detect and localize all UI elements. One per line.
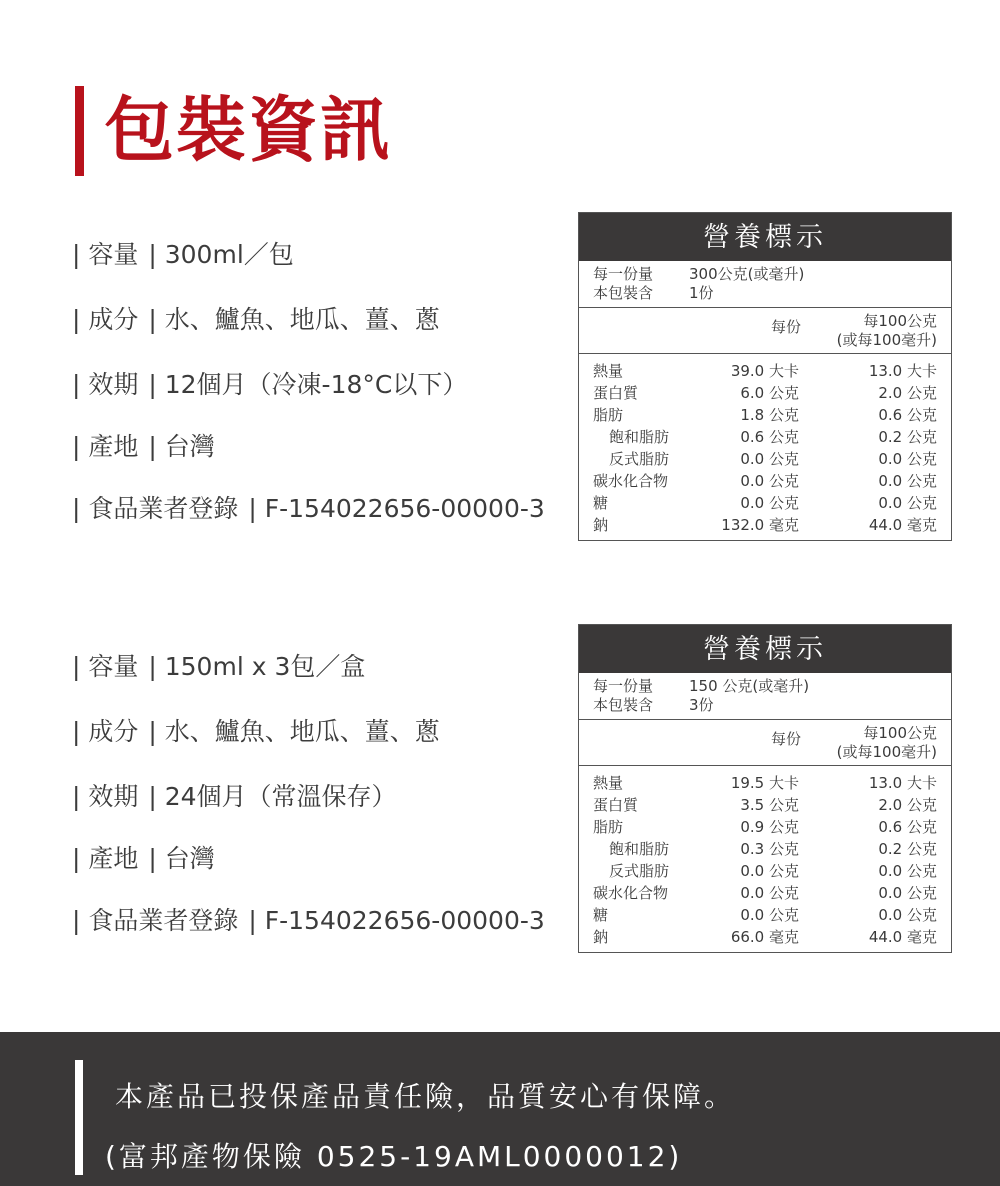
info-value: 150ml x 3包／盒 bbox=[164, 652, 366, 681]
nutrient-per-100: 0.2 公克 bbox=[878, 840, 937, 858]
info-capacity-2 bbox=[72, 650, 365, 684]
nutrient-per-100: 13.0 大卡 bbox=[868, 774, 937, 792]
separator: | bbox=[248, 906, 257, 935]
nutrient-per-serving: 0.3 公克 bbox=[740, 840, 799, 858]
separator: | bbox=[72, 717, 81, 746]
nutrient-per-100: 0.6 公克 bbox=[878, 406, 937, 424]
info-label: 食品業者登錄 bbox=[88, 494, 239, 523]
insurance-policy-number: (富邦產物保險 0525-19AML0000012) bbox=[105, 1140, 683, 1173]
nutrient-row bbox=[579, 838, 951, 860]
nutrient-row bbox=[579, 470, 951, 492]
nutrient-per-serving: 0.9 公克 bbox=[740, 818, 799, 836]
nutrient-row bbox=[579, 382, 951, 404]
nutrient-row bbox=[579, 404, 951, 426]
nutrient-per-serving: 132.0 毫克 bbox=[721, 516, 799, 534]
info-value: 12個月（冷凍-18°C以下） bbox=[164, 370, 468, 399]
nutrient-name: 碳水化合物 bbox=[593, 884, 669, 902]
col-per-serving: 每份 bbox=[770, 318, 801, 336]
info-registration-1 bbox=[72, 492, 545, 526]
serving-size-label: 每一份量 bbox=[593, 677, 654, 695]
nutrient-per-100: 0.0 公克 bbox=[878, 862, 937, 880]
nutrient-per-100: 44.0 毫克 bbox=[868, 516, 937, 534]
servings-label: 本包裝含 bbox=[593, 696, 654, 714]
serving-size-value: 150 公克(或毫升) bbox=[689, 677, 810, 695]
nutrient-name: 鈉 bbox=[593, 928, 609, 946]
info-label: 成分 bbox=[88, 305, 139, 334]
info-capacity-1 bbox=[72, 238, 294, 272]
nutrient-row bbox=[579, 772, 951, 794]
info-value: 台灣 bbox=[164, 844, 215, 873]
nutrient-name: 脂肪 bbox=[593, 406, 624, 424]
nutrition-table-1 bbox=[578, 212, 952, 541]
col-per-100-alt: (或每100毫升) bbox=[836, 331, 937, 349]
nutrient-per-100: 0.0 公克 bbox=[878, 884, 937, 902]
column-headers bbox=[579, 308, 951, 354]
separator: | bbox=[72, 782, 81, 811]
nutrition-table-2 bbox=[578, 624, 952, 953]
nutrient-name: 飽和脂肪 bbox=[609, 428, 670, 446]
nutrient-per-serving: 0.0 公克 bbox=[740, 862, 799, 880]
serving-size-label: 每一份量 bbox=[593, 265, 654, 283]
nutrient-rows bbox=[579, 766, 951, 952]
nutrient-per-serving: 1.8 公克 bbox=[740, 406, 799, 424]
nutrient-per-serving: 0.0 公克 bbox=[740, 884, 799, 902]
nutrient-per-serving: 0.0 公克 bbox=[740, 906, 799, 924]
nutrient-per-100: 44.0 毫克 bbox=[868, 928, 937, 946]
nutrient-name: 鈉 bbox=[593, 516, 609, 534]
info-label: 食品業者登錄 bbox=[88, 906, 239, 935]
separator: | bbox=[72, 494, 81, 523]
nutrient-per-serving: 39.0 大卡 bbox=[730, 362, 799, 380]
nutrient-name: 反式脂肪 bbox=[609, 450, 670, 468]
nutrient-per-serving: 0.0 公克 bbox=[740, 494, 799, 512]
nutrient-per-100: 0.0 公克 bbox=[878, 450, 937, 468]
separator: | bbox=[72, 305, 81, 334]
nutrient-per-serving: 0.0 公克 bbox=[740, 450, 799, 468]
page-title: 包裝資訊 bbox=[104, 89, 392, 171]
info-value: 台灣 bbox=[164, 432, 215, 461]
footer-accent-bar bbox=[75, 1060, 83, 1175]
nutrient-per-100: 0.6 公克 bbox=[878, 818, 937, 836]
info-ingredients-2 bbox=[72, 715, 440, 749]
nutrient-row bbox=[579, 492, 951, 514]
nutrient-per-100: 0.0 公克 bbox=[878, 494, 937, 512]
nutrient-row bbox=[579, 904, 951, 926]
servings-label: 本包裝含 bbox=[593, 284, 654, 302]
info-label: 產地 bbox=[88, 844, 139, 873]
info-label: 效期 bbox=[88, 782, 139, 811]
nutrient-row bbox=[579, 360, 951, 382]
nutrient-row bbox=[579, 426, 951, 448]
col-per-100: 每100公克 bbox=[863, 724, 937, 742]
info-value: F-154022656-00000-3 bbox=[264, 494, 545, 523]
separator: | bbox=[72, 370, 81, 399]
separator: | bbox=[248, 494, 257, 523]
nutrient-per-serving: 3.5 公克 bbox=[740, 796, 799, 814]
info-value: 水、鱸魚、地瓜、薑、蔥 bbox=[164, 305, 440, 334]
nutrient-name: 熱量 bbox=[593, 774, 624, 792]
nutrient-per-serving: 0.0 公克 bbox=[740, 472, 799, 490]
nutrient-row bbox=[579, 882, 951, 904]
nutrient-name: 熱量 bbox=[593, 362, 624, 380]
serving-info bbox=[579, 673, 951, 720]
nutrient-per-100: 0.0 公克 bbox=[878, 906, 937, 924]
info-value: 水、鱸魚、地瓜、薑、蔥 bbox=[164, 717, 440, 746]
separator: | bbox=[72, 844, 81, 873]
nutrient-row bbox=[579, 816, 951, 838]
separator: | bbox=[148, 370, 157, 399]
nutrient-per-100: 2.0 公克 bbox=[878, 796, 937, 814]
separator: | bbox=[148, 652, 157, 681]
title-accent-bar bbox=[75, 86, 84, 176]
separator: | bbox=[148, 240, 157, 269]
nutrient-row bbox=[579, 448, 951, 470]
servings-value: 3份 bbox=[689, 696, 714, 714]
separator: | bbox=[148, 717, 157, 746]
nutrient-name: 反式脂肪 bbox=[609, 862, 670, 880]
info-value: 300ml／包 bbox=[164, 240, 294, 269]
info-value: F-154022656-00000-3 bbox=[264, 906, 545, 935]
insurance-footer bbox=[0, 1032, 1000, 1186]
info-shelf-life-1 bbox=[72, 368, 467, 402]
separator: | bbox=[72, 240, 81, 269]
nutrient-per-100: 13.0 大卡 bbox=[868, 362, 937, 380]
separator: | bbox=[148, 782, 157, 811]
column-headers bbox=[579, 720, 951, 766]
nutrient-row bbox=[579, 514, 951, 536]
info-label: 容量 bbox=[88, 652, 139, 681]
nutrient-row bbox=[579, 794, 951, 816]
info-value: 24個月（常溫保存） bbox=[164, 782, 397, 811]
separator: | bbox=[72, 432, 81, 461]
nutrient-name: 脂肪 bbox=[593, 818, 624, 836]
info-ingredients-1 bbox=[72, 303, 440, 337]
info-label: 成分 bbox=[88, 717, 139, 746]
nutrient-row bbox=[579, 926, 951, 948]
serving-info bbox=[579, 261, 951, 308]
separator: | bbox=[72, 906, 81, 935]
nutrient-name: 糖 bbox=[593, 906, 609, 924]
nutrient-per-serving: 19.5 大卡 bbox=[730, 774, 799, 792]
info-label: 容量 bbox=[88, 240, 139, 269]
nutrient-name: 蛋白質 bbox=[593, 796, 639, 814]
separator: | bbox=[148, 432, 157, 461]
servings-value: 1份 bbox=[689, 284, 714, 302]
nutrient-name: 糖 bbox=[593, 494, 609, 512]
separator: | bbox=[72, 652, 81, 681]
col-per-100: 每100公克 bbox=[863, 312, 937, 330]
nutrient-per-serving: 0.6 公克 bbox=[740, 428, 799, 446]
separator: | bbox=[148, 844, 157, 873]
info-origin-1 bbox=[72, 430, 215, 464]
serving-size-value: 300公克(或毫升) bbox=[689, 265, 805, 283]
insurance-statement: 本產品已投保產品責任險，品質安心有保障。 bbox=[115, 1080, 736, 1113]
nutrient-per-serving: 6.0 公克 bbox=[740, 384, 799, 402]
nutrient-per-100: 0.2 公克 bbox=[878, 428, 937, 446]
nutrient-per-100: 2.0 公克 bbox=[878, 384, 937, 402]
info-shelf-life-2 bbox=[72, 780, 397, 814]
separator: | bbox=[148, 305, 157, 334]
info-label: 效期 bbox=[88, 370, 139, 399]
nutrition-header: 營養標示 bbox=[579, 213, 951, 261]
nutrient-name: 蛋白質 bbox=[593, 384, 639, 402]
info-label: 產地 bbox=[88, 432, 139, 461]
col-per-100-alt: (或每100毫升) bbox=[836, 743, 937, 761]
nutrient-row bbox=[579, 860, 951, 882]
nutrient-per-100: 0.0 公克 bbox=[878, 472, 937, 490]
nutrition-header: 營養標示 bbox=[579, 625, 951, 673]
col-per-serving: 每份 bbox=[770, 730, 801, 748]
nutrient-rows bbox=[579, 354, 951, 540]
nutrient-name: 飽和脂肪 bbox=[609, 840, 670, 858]
info-registration-2 bbox=[72, 904, 545, 938]
info-origin-2 bbox=[72, 842, 215, 876]
nutrient-per-serving: 66.0 毫克 bbox=[730, 928, 799, 946]
nutrient-name: 碳水化合物 bbox=[593, 472, 669, 490]
